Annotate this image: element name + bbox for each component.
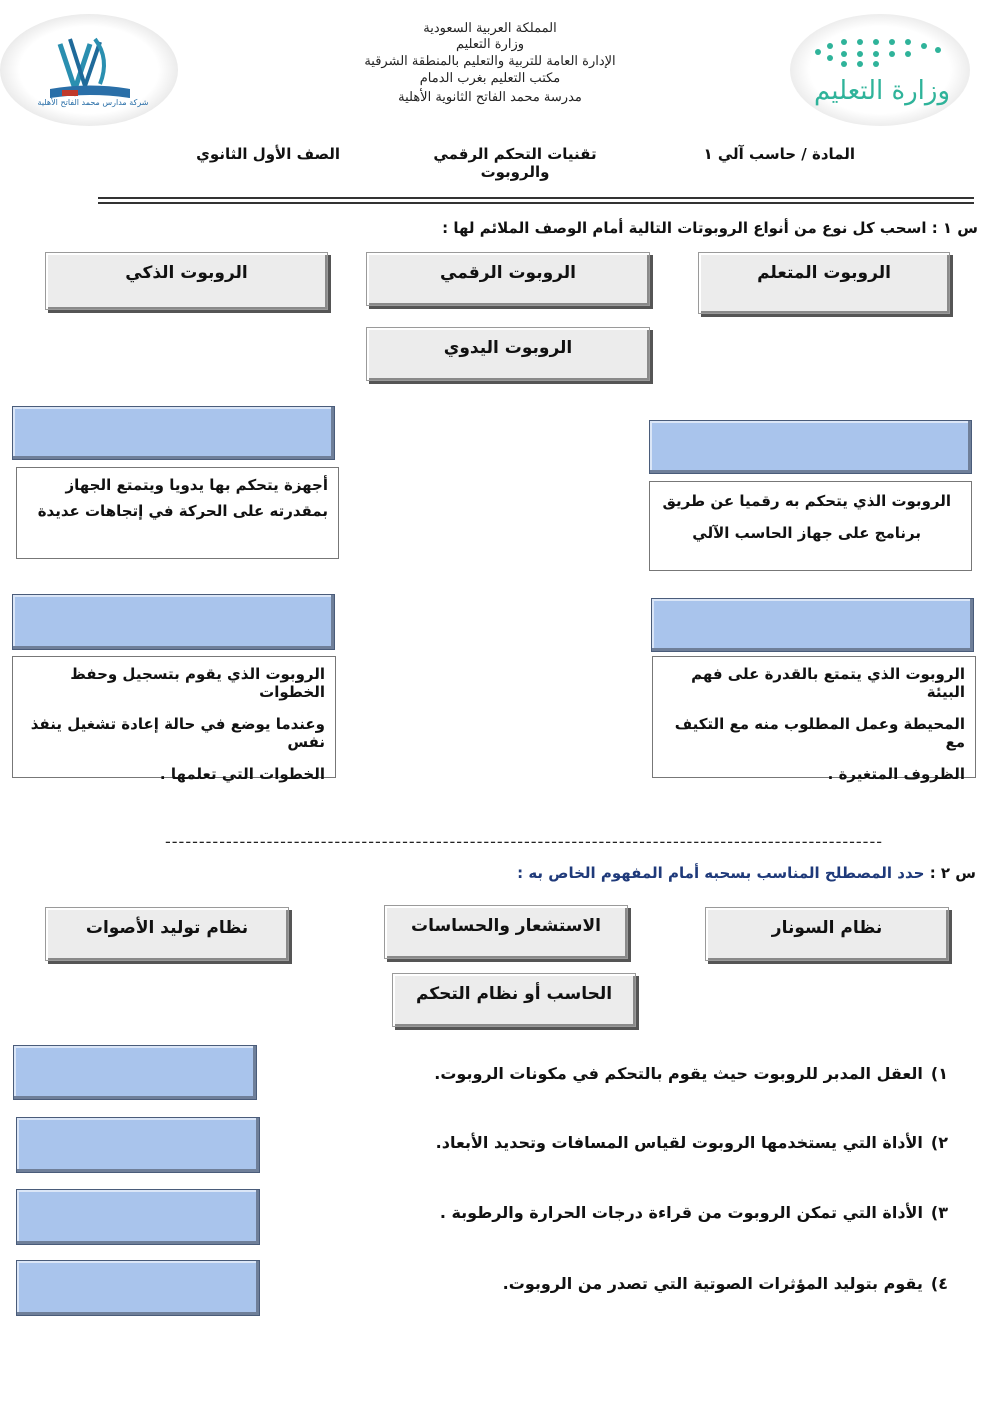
drop-target-1[interactable] (13, 1045, 257, 1100)
term-learning-robot[interactable]: الروبوت المتعلم (698, 252, 950, 314)
q2-item-3 (300, 1203, 948, 1222)
item-text: الأداة التي تمكن الروبوت من قراءة درجات الحرارة والرطوبة . (439, 1203, 923, 1222)
ministry-logo-text: وزارة التعليم (813, 76, 951, 106)
section-separator: ---------------------------------------------------------------------------------------------------------- (165, 832, 883, 851)
ministry-dots-icon (808, 32, 958, 72)
description-line: أجهزة يتحكم بها يدويا ويتمتع الجهاز (65, 476, 328, 494)
ministry-logo (790, 14, 970, 126)
q2-title (480, 864, 976, 882)
header-line-1: المملكة العربية السعودية (423, 21, 557, 36)
description-line: الروبوت الذي يتحكم به رقميا عن طريق (662, 492, 951, 510)
divider-top (98, 197, 974, 199)
description-manual (16, 467, 339, 559)
q2-item-2 (300, 1133, 948, 1152)
item-number: ٤) (930, 1274, 948, 1293)
item-text: الأداة التي يستخدمها الروبوت لقياس المسافات وتحديد الأبعاد. (435, 1133, 923, 1152)
term-manual-robot[interactable]: الروبوت اليدوي (366, 327, 650, 381)
item-text: العقل المدبر للروبوت حيث يقوم بالتحكم في مكونات الروبوت. (434, 1064, 923, 1083)
divider-bottom (98, 202, 974, 204)
term-control-system[interactable]: الحاسب أو نظام التحكم (392, 973, 636, 1027)
description-line: الظروف المتغيرة . (827, 765, 965, 783)
unit-label: تقنيات التحكم الرقمي والروبوت (433, 145, 597, 181)
header-line-4: مكتب التعليم بغرب الدمام (419, 71, 561, 86)
drop-target-digital[interactable] (649, 420, 972, 474)
item-text: يقوم بتوليد المؤثرات الصوتية التي تصدر من الروبوت. (502, 1274, 923, 1293)
q2-prefix: س ٢ : (929, 864, 976, 882)
item-number: ٢) (930, 1133, 948, 1152)
item-number: ١) (930, 1064, 948, 1083)
description-line: الروبوت الذي يتمتع بالقدرة على فهم البيئة (691, 665, 965, 701)
header-line-2: وزارة التعليم (455, 37, 525, 52)
term-smart-robot[interactable]: الروبوت الذكي (45, 252, 328, 310)
description-learning (12, 656, 336, 783)
description-line: وعندما يوضع في حالة إعادة تشغيل ينفذ نفس (30, 715, 325, 751)
drop-target-smart[interactable] (651, 598, 974, 652)
description-line: بمقدرته على الحركة في إتجاهات عديدة (37, 502, 328, 520)
item-number: ٣) (930, 1203, 948, 1222)
description-line: برنامج على جهاز الحاسب الآلي (692, 524, 921, 542)
drop-target-3[interactable] (16, 1189, 260, 1245)
term-digital-robot[interactable]: الروبوت الرقمي (366, 252, 650, 306)
drop-target-learning[interactable] (12, 594, 335, 650)
description-line: الروبوت الذي يقوم بتسجيل وحفظ الخطوات (70, 665, 325, 701)
term-sound-system[interactable]: نظام توليد الأصوات (45, 907, 289, 961)
description-smart (652, 656, 976, 783)
school-logo (0, 14, 178, 126)
term-sensors[interactable]: الاستشعار والحساسات (384, 905, 628, 959)
header-line-5: مدرسة محمد الفاتح الثانوية الأهلية (398, 90, 582, 105)
drop-target-4[interactable] (16, 1260, 260, 1316)
description-digital (649, 481, 972, 571)
q2-item-4 (300, 1274, 948, 1293)
q2-text: حدد المصطلح المناسب بسحبه أمام المفهوم الخاص به : (517, 864, 925, 882)
header-line-3: الإدارة العامة للتربية والتعليم بالمنطقة الشرقية (364, 54, 616, 69)
q1-title: س ١ : اسحب كل نوع من أنواع الروبوتات التالية أمام الوصف الملائم لها : (442, 219, 978, 237)
drop-target-2[interactable] (16, 1117, 260, 1173)
subject-label: المادة / حاسب آلي ١ (703, 145, 855, 163)
term-sonar[interactable]: نظام السونار (705, 907, 949, 961)
school-logo-caption: شركة مدارس محمد الفاتح الأهلية (37, 98, 149, 107)
drop-target-manual[interactable] (12, 406, 335, 460)
grade-label: الصف الأول الثانوي (196, 145, 340, 163)
description-line: المحيطة وعمل المطلوب منه مع التكيف مع (674, 715, 965, 751)
description-line: الخطوات التي تعلمها . (159, 765, 325, 783)
q2-item-1 (300, 1064, 948, 1083)
book-logo-icon (0, 14, 178, 126)
